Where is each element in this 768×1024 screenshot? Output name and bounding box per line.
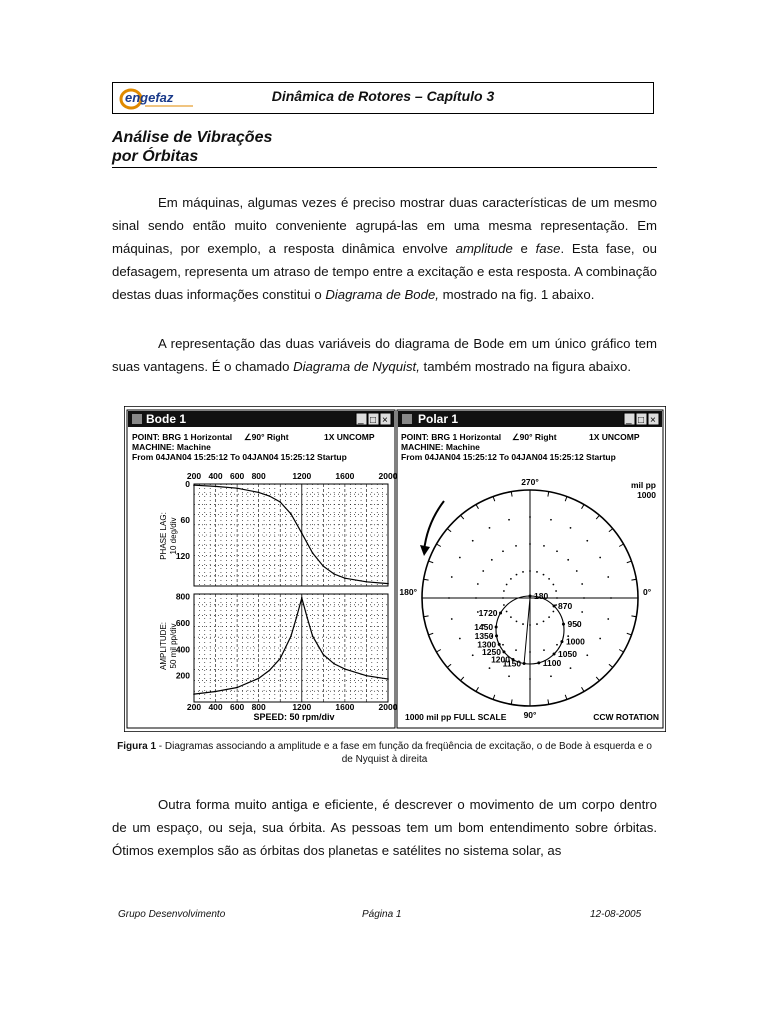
p3-run-0: Outra forma muito antiga e eficiente, é descrever o movimento de um corpo dentro de um espaço, ou seja, sua órbita. As pessoas tem um bom entendimento sobre órbitas. Ótimos exemplos são as órbitas dos planetas e satélites no sistema solar, as (112, 797, 657, 858)
section-title (112, 128, 657, 168)
polar-grid-dot (570, 527, 572, 529)
polar-grid-dot (489, 667, 491, 669)
nyquist-point (495, 634, 498, 637)
polar-grid-dot (536, 623, 538, 625)
polar-grid-dot (586, 654, 588, 656)
data-point (296, 617, 298, 619)
data-point (258, 492, 260, 494)
nyquist-point (529, 595, 532, 598)
figure-bode-nyquist (124, 406, 666, 732)
polar-grid-dot (543, 649, 545, 651)
data-point (269, 670, 271, 672)
section-title-line1: Análise de Vibrações (112, 129, 273, 146)
nyquist-point (495, 626, 498, 629)
polar-grid-dot (607, 576, 609, 578)
polar-grid-dot (482, 570, 484, 572)
bode-uncomp: 1X UNCOMP (324, 432, 375, 442)
data-point (387, 583, 389, 585)
svg-text:×: × (382, 415, 388, 426)
polar-angle-label: 90° (523, 710, 537, 720)
y-tick-label: 200 (175, 670, 190, 681)
polar-grid-dot (459, 557, 461, 559)
x-tick-label: 600 (230, 471, 245, 481)
p1-run-2: e (512, 241, 536, 256)
polar-grid-dot (508, 519, 510, 521)
polar-grid-dot (522, 623, 524, 625)
svg-text:_: _ (358, 414, 364, 425)
polar-grid-dot (543, 620, 545, 622)
footer-page: Página 1 (362, 909, 402, 920)
nyquist-point-label: 1300 (477, 639, 497, 650)
section-title-line2: por Órbitas (112, 148, 199, 165)
header-box (112, 82, 654, 114)
data-point (215, 691, 217, 693)
nyquist-point-label: 1100 (542, 657, 562, 668)
nyquist-point-label: 1350 (474, 630, 494, 641)
polar-grid-dot (556, 644, 558, 646)
logo-text: engefaz (125, 90, 174, 105)
data-point (306, 617, 308, 619)
nyquist-point-label: 180 (534, 591, 549, 601)
bode-angle: ∠90° Right (244, 432, 289, 442)
polar-grid-dot (491, 559, 493, 561)
nyquist-point (560, 640, 563, 643)
bode-app-icon (132, 414, 142, 424)
polar-grid-dot (503, 604, 505, 606)
data-point (387, 678, 389, 680)
y-tick-label: 600 (175, 617, 190, 628)
footer-date: 12-08-2005 (590, 909, 642, 920)
bode-phase-label-1: PHASE LAG: (159, 512, 168, 560)
x-tick-label: 200 (186, 471, 202, 481)
polar-grid-dot (516, 574, 518, 576)
bode-machine: MACHINE: Machine (132, 442, 211, 452)
polar-grid-dot (576, 570, 578, 572)
polar-grid-dot (550, 519, 552, 521)
data-point (333, 573, 335, 575)
svg-text:_: _ (626, 414, 632, 425)
y-tick-label: 400 (175, 644, 190, 655)
p1-run-0: Em máquinas, algumas vezes é preciso mostrar duas características de um mesmo sinal sendo então muito conveniente agrupá-las em uma mesma representação. Em máquinas, por exemplo, a resposta dinâmica envolve (112, 195, 657, 256)
data-point (258, 677, 260, 679)
nyquist-point-label: 1250 (482, 646, 501, 657)
polar-grid-dot (451, 576, 453, 578)
paragraph-1 (112, 191, 657, 306)
polar-grid-dot (516, 620, 518, 622)
data-point (312, 552, 314, 554)
x-tick-label: 800 (251, 471, 266, 481)
data-point (323, 654, 325, 656)
polar-grid-dot (536, 571, 538, 573)
polar-grid-dot (515, 545, 517, 547)
polar-window-title: Polar 1 (418, 412, 459, 426)
svg-text:×: × (650, 415, 656, 426)
polar-grid-dot (548, 616, 550, 618)
p2-run-0: A representação das duas variáveis do diagrama de Bode em um único gráfico tem suas vantagens. É o chamado (112, 336, 657, 374)
polar-grid-dot (502, 644, 504, 646)
polar-grid-dot (599, 638, 601, 640)
polar-grid-dot (522, 571, 524, 573)
x-tick-label: 200 (186, 702, 202, 712)
nyquist-point-label: 1050 (558, 649, 577, 660)
x-tick-label: 1200 (292, 471, 312, 481)
data-point (333, 663, 335, 665)
polar-grid-dot (556, 550, 558, 552)
p1-run-6: mostrado na fig. 1 abaixo. (438, 287, 595, 302)
polar-grid-dot (543, 545, 545, 547)
svg-text:□: □ (370, 415, 377, 426)
p2-run-1: Diagrama de Nyquist, (293, 359, 420, 374)
x-tick-label: 1200 (292, 702, 312, 712)
p1-run-4: . Esta fase, ou defasagem, representa um atraso de tempo entre a excitação e esta resposta. A combinação destas duas informações constitui o (112, 241, 657, 302)
polar-grid-dot (477, 583, 479, 585)
bode-window-buttons (356, 413, 391, 426)
data-point (236, 687, 238, 689)
data-point (279, 658, 281, 660)
polar-grid-dot (555, 590, 557, 592)
x-tick-label: 400 (208, 702, 223, 712)
polar-app-icon (402, 414, 412, 424)
polar-grid-dot (607, 618, 609, 620)
x-tick-label: 600 (230, 702, 245, 712)
nyquist-point (498, 643, 501, 646)
polar-uncomp: 1X UNCOMP (589, 432, 640, 442)
p1-run-1: amplitude (455, 241, 513, 256)
data-point (290, 513, 292, 515)
nyquist-point-label: 1200 (491, 654, 510, 665)
polar-rotation: CCW ROTATION (593, 712, 659, 722)
polar-grid-dot (510, 616, 512, 618)
y-tick-label: 0 (185, 479, 190, 489)
p1-run-5: Diagrama de Bode, (325, 287, 439, 302)
x-tick-label: 2000 (378, 702, 398, 712)
y-tick-label: 800 (175, 591, 190, 602)
nyquist-point (562, 623, 565, 626)
data-point (215, 486, 217, 488)
data-point (344, 577, 346, 579)
polar-grid-dot (567, 559, 569, 561)
data-point (323, 565, 325, 567)
caption-label: Figura 1 (117, 741, 157, 752)
nyquist-point (553, 604, 556, 607)
data-point (193, 693, 195, 695)
y-tick-label: 60 (180, 515, 190, 525)
polar-point: POINT: BRG 1 Horizontal (401, 432, 502, 442)
polar-grid-dot (508, 675, 510, 677)
x-tick-label: 1600 (335, 702, 355, 712)
polar-grid-dot (451, 618, 453, 620)
x-tick-label: 400 (208, 471, 223, 481)
polar-grid-dot (502, 550, 504, 552)
p1-run-3: fase (535, 241, 561, 256)
nyquist-point-label: 1450 (474, 622, 494, 633)
figure-caption (112, 740, 657, 766)
data-point (279, 501, 281, 503)
data-point (269, 495, 271, 497)
y-tick-label: 120 (175, 551, 190, 561)
nyquist-point-label: 1720 (478, 608, 498, 618)
nyquist-point-label: 1000 (565, 636, 585, 647)
data-point (193, 484, 195, 486)
polar-grid-dot (506, 611, 508, 613)
bode-range: From 04JAN04 15:25:12 To 04JAN04 15:25:12 Startup (132, 452, 347, 462)
bode-speed-label: SPEED: 50 rpm/div (253, 712, 335, 722)
data-point (366, 675, 368, 677)
x-tick-label: 2000 (378, 471, 398, 481)
polar-scale-value: 1000 (637, 490, 656, 500)
x-tick-label: 1600 (335, 471, 355, 481)
polar-grid-dot (552, 584, 554, 586)
polar-window-buttons (624, 413, 659, 426)
polar-grid-dot (581, 611, 583, 613)
bode-point: POINT: BRG 1 Horizontal (132, 432, 233, 442)
bode-amp-label-2: 50 mil pp/div (169, 623, 178, 669)
x-tick-label: 800 (251, 702, 266, 712)
nyquist-point-label: 950 (567, 619, 582, 630)
svg-text:□: □ (638, 415, 645, 426)
header-title: Dinâmica de Rotores – Capítulo 3 (271, 88, 495, 104)
polar-grid-dot (581, 583, 583, 585)
polar-grid-dot (472, 540, 474, 542)
paragraph-3 (112, 793, 657, 862)
polar-angle-label: 0° (643, 587, 652, 597)
polar-grid-dot (586, 540, 588, 542)
data-point (366, 581, 368, 583)
polar-angle: ∠90° Right (512, 432, 557, 442)
polar-units: mil pp (630, 480, 656, 490)
polar-grid-dot (459, 638, 461, 640)
data-point (236, 487, 238, 489)
polar-grid-dot (489, 527, 491, 529)
nyquist-point (499, 612, 502, 615)
bode-phase-label-2: 10 deg/div (169, 517, 178, 555)
bode-amp-label-1: AMPLITUDE: (159, 621, 168, 671)
polar-angle-label: 270° (521, 477, 539, 487)
polar-grid-dot (472, 654, 474, 656)
nyquist-point (537, 661, 540, 664)
p2-run-2: também mostrado na figura abaixo. (419, 359, 632, 374)
polar-grid-dot (570, 667, 572, 669)
footer-left: Grupo Desenvolvimento (118, 909, 226, 920)
polar-grid-dot (543, 574, 545, 576)
paragraph-2 (112, 332, 657, 378)
polar-grid-dot (506, 584, 508, 586)
data-point (344, 668, 346, 670)
polar-grid-dot (550, 675, 552, 677)
data-point (290, 635, 292, 637)
nyquist-point (502, 650, 505, 653)
nyquist-point (553, 653, 556, 656)
caption-text: - Diagramas associando a amplitude e a fase em função da freqüência de excitação, o de Bode à esquerda e o de Nyquist à direita (156, 741, 652, 765)
polar-range: From 04JAN04 15:25:12 To 04JAN04 15:25:12 Startup (401, 452, 616, 462)
polar-grid-dot (599, 557, 601, 559)
polar-grid-dot (510, 578, 512, 580)
nyquist-point-label: 870 (558, 600, 573, 611)
polar-grid-dot (503, 590, 505, 592)
nyquist-point-label: 1150 (502, 658, 522, 669)
polar-grid-dot (515, 649, 517, 651)
polar-grid-dot (548, 578, 550, 580)
polar-angle-label: 180° (399, 587, 417, 597)
polar-full-scale: 1000 mil pp FULL SCALE (405, 712, 507, 722)
bode-window-title: Bode 1 (146, 412, 187, 426)
polar-grid-dot (552, 611, 554, 613)
polar-machine: MACHINE: Machine (401, 442, 480, 452)
data-point (312, 635, 314, 637)
